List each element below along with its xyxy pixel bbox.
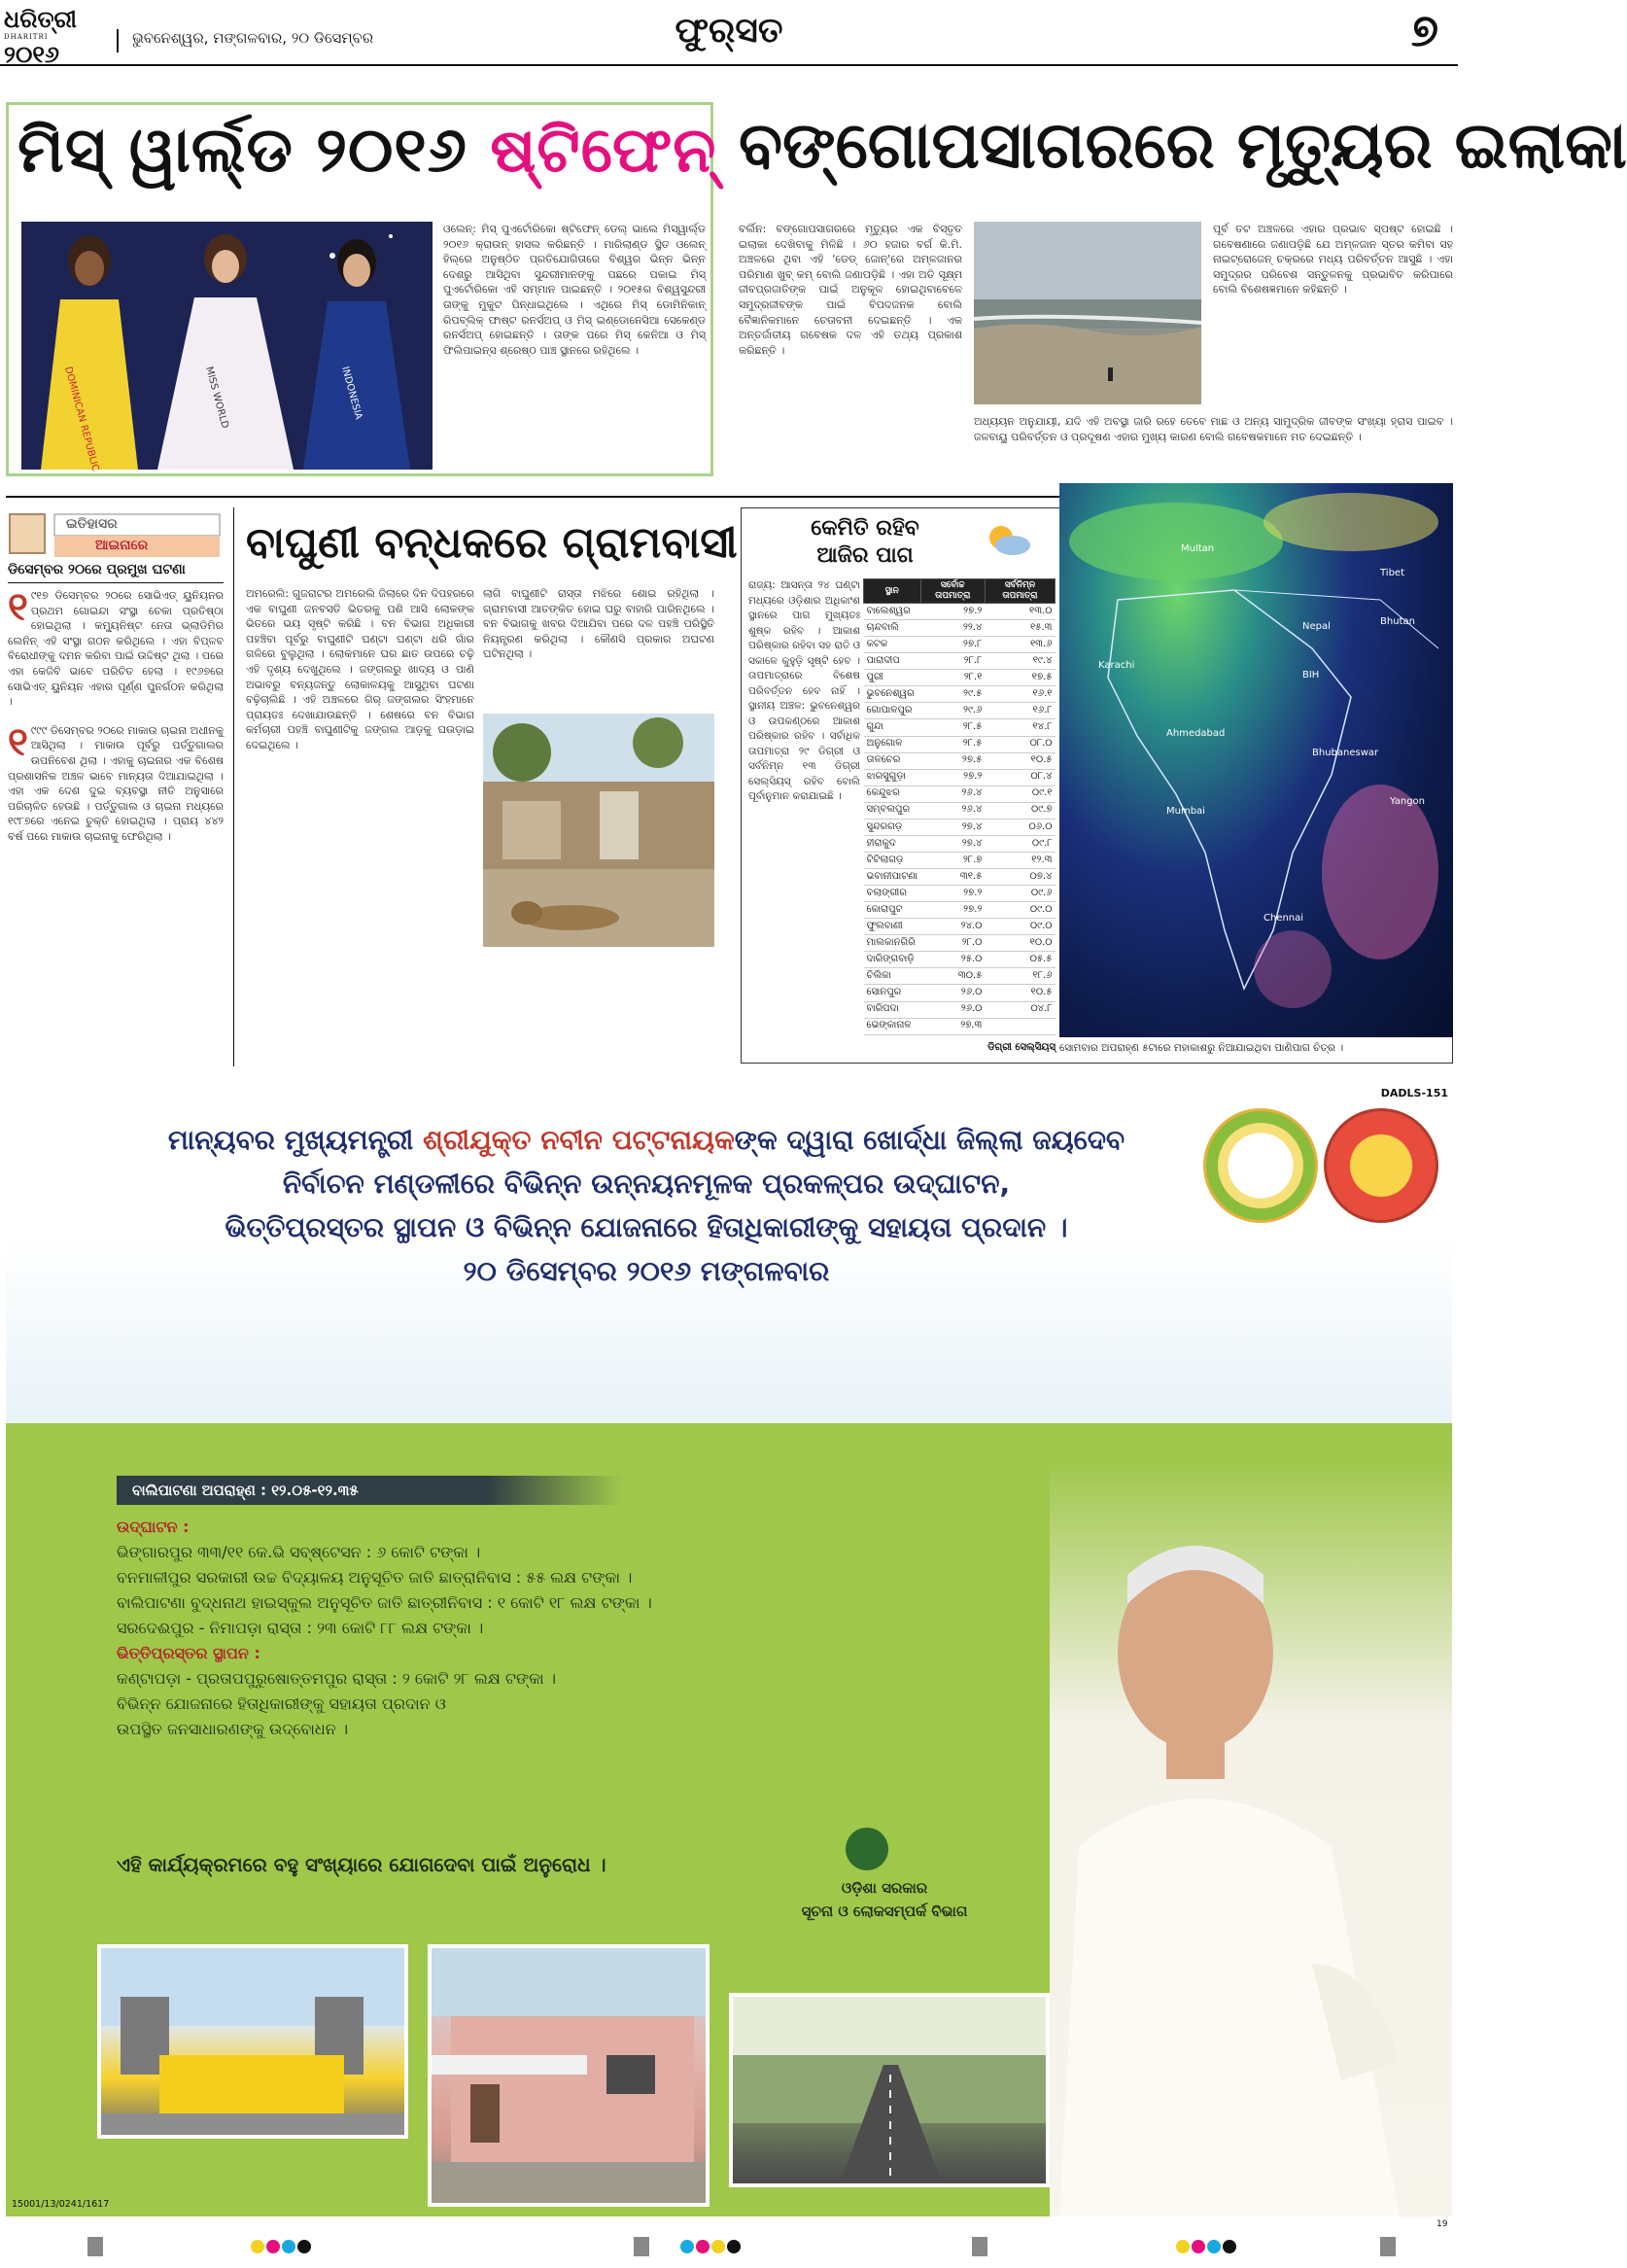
ad-govt-line2: ସୂଚନା ଓ ଲୋକସମ୍ପର୍କ ବିଭାଗ <box>801 1902 968 1920</box>
temp-cell-min: ୧୦.୦ <box>985 935 1055 952</box>
sash-center: MISS WORLD <box>203 365 230 430</box>
temperature-row <box>864 935 1056 952</box>
map-label: Karachi <box>1098 660 1135 671</box>
temperature-row <box>864 703 1056 719</box>
temp-cell-min: ୧୨.୩ <box>985 852 1055 868</box>
temp-cell-min: ୧୫.୩ <box>985 620 1055 637</box>
history-badge <box>8 510 224 559</box>
temp-cell-place: ବଲାଙ୍ଗୀର <box>864 886 921 902</box>
temperature-row <box>864 902 1056 919</box>
print-marks <box>0 2219 1458 2268</box>
lion-story-col2: ଲାଗି ବାଘୁଣୀଟି ରାସ୍ତା ମଝିରେ ଶୋଇ ରହିଥିଲା । ଗ୍ରାମବାସୀ ଆତଙ୍କିତ ହୋଇ ଘରୁ ବାହାରି ପାରିନଥିଲେ । ବନ ବିଭାଗକୁ ଖବର ଦିଆଯିବା ପରେ ଦଳ ପହଞ୍ଚି ପରିସ୍ଥିତି ନିୟନ୍ତ୍ରଣ କରିଥିଲା । କୌଣସି ପ୍ରକାର ଅଘଟଣ ଘଟିନଥିଲା । <box>483 587 714 661</box>
temp-cell-min: ୦୪.୮ <box>985 1001 1055 1018</box>
temp-cell-max: ୨୬.୦ <box>920 1001 985 1018</box>
temp-cell-min: ୦୯.୧ <box>985 785 1055 802</box>
hostel-photo <box>428 1944 710 2207</box>
temp-cell-max: ୨୭.୨ <box>920 604 985 620</box>
temp-cell-min: ୧୩.୬ <box>985 637 1055 653</box>
dateline: ଭୁବନେଶ୍ୱର, ମଙ୍ଗଳବାର, ୨୦ ଡିସେମ୍ବର <box>117 29 428 52</box>
map-label: Yangon <box>1390 796 1426 807</box>
temperature-row <box>864 736 1056 752</box>
temp-cell-min: ୧୮.୬ <box>985 968 1055 985</box>
temp-cell-min: ୦୯.୦ <box>985 919 1055 935</box>
temp-cell-max: ୨୪.୦ <box>920 919 985 935</box>
chief-minister-portrait <box>1050 1458 1452 2216</box>
temp-col-place: ସ୍ଥାନ <box>864 579 921 604</box>
miss-world-body: ଓଲେନ୍: ମିସ୍ ପୁଏର୍ଟୋରିକୋ ଷ୍ଟିଫେନ୍ ଡେଲ୍ ଭାଲେ ମିସ୍ୱାର୍ଲ୍ଡ ୨୦୧୬ କ୍ରାଉନ୍ ହାସଲ କରିଛନ୍ତି । ମାରିଲାଣ୍ଡ ସ୍ଥିତ ଓଲେନ୍ ହିଲ୍‌ରେ ଅନୁଷ୍ଠିତ ପ୍ରତିଯୋଗିତାରେ ବିଶ୍ୱର ଭିନ୍ନ ଭିନ୍ନ ଦେଶରୁ ଆସିଥିବା ସୁନ୍ଦରୀମାନଙ୍କୁ ପଛରେ ପକାଇ ମିସ୍ ପୁଏର୍ଟୋରିକୋ ଏହି ସମ୍ମାନ ପାଇଛନ୍ତି । ୨୦୧୫ର ବିଶ୍ୱସୁନ୍ଦରୀ ତାଙ୍କୁ ମୁକୁଟ ପିନ୍ଧାଇଥିଲେ । ଏଥିରେ ମିସ୍ ଡୋମିନିକାନ୍ ରିପବ୍ଲିକ୍ ଫାଷ୍ଟ ରନର୍ସଅପ୍ ଓ ମିସ୍ ଇଣ୍ଡୋନେସିଆ ସେକେଣ୍ଡ ରନର୍ସଅପ୍ ହୋଇଛନ୍ତି । ତାଙ୍କ ପରେ ମିସ୍ କେନିଆ ଓ ମିସ୍ ଫିଲିପାଇନ୍ସ ଶ୍ରେଷ୍ଠ ପାଞ୍ଚ ସ୍ଥାନରେ ରହିଥିଲେ । <box>443 223 706 357</box>
temp-cell-max: ୨୯.୫ <box>920 686 985 703</box>
temp-col-max: ସର୍ବୋଚ୍ଚ ତାପମାତ୍ରା <box>920 579 985 604</box>
ad-headline-1a: ମାନ୍ୟବର ମୁଖ୍ୟମନ୍ତ୍ରୀ <box>167 1124 423 1156</box>
temp-cell-place: ସୋନପୁର <box>864 985 921 1001</box>
temperature-rows <box>864 604 1056 1035</box>
column-rule <box>233 507 234 1066</box>
section-title: ଫୁର୍‌ସତ <box>675 10 783 51</box>
temp-cell-max: ୨୭.୫ <box>920 752 985 769</box>
gray-swatch <box>634 2237 649 2256</box>
ad-headline-1c: ଙ୍କ ଦ୍ୱାରା ଖୋର୍ଦ୍ଧା ଜିଲ୍ଲା ଜୟଦେବ <box>734 1124 1125 1156</box>
temperature-row <box>864 604 1056 620</box>
lion-story-col1: ଅମରେଲି: ଗୁଜରାଟର ଅମରେଲି ଜିଲାରେ ଦିନ ଦିପହରରେ ଏକ ବାଘୁଣୀ ଜନବସତି ଭିତରକୁ ପଶି ଆସି ଲୋକଙ୍କ ଭିତରେ ଭୟ ସୃଷ୍ଟି କରିଛି । ବନ ବିଭାଗ ଅଧିକାରୀ ପହଞ୍ଚିବା ପୂର୍ବରୁ ବାଘୁଣୀଟି ଘଣ୍ଟା ଘଣ୍ଟା ଧରି ଗାଁର ଗଳିରେ ବୁଲୁଥିଲା । ଲୋକମାନେ ଘର ଛାତ ଉପରେ ଚଢ଼ି ଏହି ଦୃଶ୍ୟ ଦେଖୁଥିଲେ । ଜଙ୍ଗଲରୁ ଖାଦ୍ୟ ଓ ପାଣି ଅଭାବରୁ ବନ୍ୟଜନ୍ତୁ ଲୋକାଳୟକୁ ଆସୁଥିବା ଘଟଣା ବଢ଼ିଚାଲିଛି । ଏହି ଅଞ୍ଚଳରେ ଗିର୍ ଜଙ୍ଗଲର ସିଂହମାନେ ପ୍ରାୟତଃ ଦେଖାଯାଉଛନ୍ତି । ଶେଷରେ ବନ ବିଭାଗ କର୍ମଚାରୀ ପହଞ୍ଚି ବାଘୁଣୀଟିକୁ ଜଙ୍ଗଲ ଆଡ଼କୁ ଘଉଡ଼ାଇ ଦେଇଥିଲେ । <box>246 587 474 751</box>
bay-of-bengal-bottom: ଅଧ୍ୟୟନ ଅନୁଯାୟୀ, ଯଦି ଏହି ଅବସ୍ଥା ଜାରି ରହେ ତେବେ ମାଛ ଓ ଅନ୍ୟ ସାମୁଦ୍ରିକ ଜୀବଙ୍କ ସଂଖ୍ୟା ହ୍ରାସ ପାଇବ । ଜଳବାୟୁ ପରିବର୍ତ୍ତନ ଓ ପ୍ରଦୂଷଣ ଏହାର ମୁଖ୍ୟ କାରଣ ବୋଲି ଗବେଷକମାନେ ମତ ଦେଇଛନ୍ତି । <box>974 415 1453 443</box>
temp-cell-place: ସୁନ୍ଦରଗଡ଼ <box>864 819 921 835</box>
portrait-art <box>1050 1458 1452 2216</box>
temp-cell-min: ୦୮.୪ <box>985 769 1055 785</box>
map-label: Bhubaneswar <box>1312 748 1379 758</box>
temp-cell-place: ଚାନ୍ଦବାଲି <box>864 620 921 637</box>
temp-cell-place: ପୁରୀ <box>864 670 921 686</box>
temp-cell-place: ଗୁନ୍ଦା <box>864 719 921 736</box>
temp-cell-place: ଗୋପାଳପୁର <box>864 703 921 719</box>
weather-title-line2: ଆଜିର ପାଗ <box>816 543 914 568</box>
temp-cell-place: କୋରାପୁଟ <box>864 902 921 919</box>
history-para-1 <box>8 585 224 710</box>
ad-program-list <box>117 1515 875 1816</box>
temp-cell-place: ମାଲକାନଗିରି <box>864 935 921 952</box>
temp-cell-max: ୨୭.୨ <box>920 886 985 902</box>
temperature-row <box>864 670 1056 686</box>
ad-time-bar-fade <box>486 1476 622 1505</box>
ad-section-foundation: ଭିତ୍ତିପ୍ରସ୍ତର ସ୍ଥାପନ : <box>117 1644 260 1662</box>
odisha-day-logo <box>1324 1108 1438 1223</box>
color-registration-marks <box>680 2239 743 2254</box>
temp-cell-max: ୨୯.୬ <box>920 703 985 719</box>
gray-swatch <box>87 2237 103 2256</box>
temperature-row <box>864 919 1056 935</box>
ad-item-3: ବାଲିପାଟଣା ବୁଦ୍ଧନାଥ ହାଇସ୍କୁଲ ଅନୁସୂଚିତ ଜାତି ଛାତ୍ରୀନିବାସ : ୧ କୋଟି ୧୮ ଲକ୍ଷ ଟଙ୍କା । <box>117 1593 652 1612</box>
temp-cell-place: ତାଳଚେର <box>864 752 921 769</box>
temperature-row <box>864 769 1056 785</box>
beach-photo <box>974 222 1201 404</box>
temp-cell-place: ବାଲେଶ୍ୱର <box>864 604 921 620</box>
temperature-row <box>864 637 1056 653</box>
history-body <box>8 585 224 1069</box>
temperature-row <box>864 952 1056 968</box>
weather-title <box>748 515 982 574</box>
temp-cell-place: କେନ୍ଦୁଝର <box>864 785 921 802</box>
temperature-row <box>864 802 1056 819</box>
ad-item-4: ସରଦେଈପୁର - ନିମାପଡ଼ା ରାସ୍ତା : ୨୩ କୋଟି ୮୮ ଲକ୍ଷ ଟଙ୍କା । <box>117 1619 484 1637</box>
temp-cell-max: ୩୧.୫ <box>920 869 985 886</box>
temp-cell-min: ୦୬.୦ <box>985 819 1055 835</box>
page-number: ୭ <box>1410 4 1439 56</box>
temp-cell-min: ୧୬.୧ <box>985 686 1055 703</box>
temp-cell-place: ଦାରିଙ୍ଗବାଡ଼ି <box>864 952 921 968</box>
temp-cell-min <box>985 1018 1055 1034</box>
miss-world-photo-art <box>21 222 433 473</box>
history-para-2 <box>8 719 224 845</box>
temp-cell-place: ହୀରାକୁଦ <box>864 835 921 852</box>
gray-swatch <box>1380 2237 1396 2256</box>
map-label: Nepal <box>1302 621 1331 632</box>
ad-reference: 15001/13/0241/1617 <box>12 2199 110 2210</box>
temp-cell-place: ଭେଙ୍କାନାଳ <box>864 1018 921 1034</box>
temp-cell-place: ଫୁଲବାଣୀ <box>864 919 921 935</box>
sash-left: DOMINICAN REPUBLIC <box>62 365 101 473</box>
temp-cell-max: ୨୮.୧ <box>920 670 985 686</box>
lion-story-headline: ବାଘୁଣୀ ବନ୍ଧକରେ ଗ୍ରାମବାସୀ <box>246 518 738 568</box>
history-badge-top: ଇତିହାସର <box>66 516 118 532</box>
temp-cell-min: ୧୦.୫ <box>985 752 1055 769</box>
temp-cell-min: ୦୯.୬ <box>985 886 1055 902</box>
temperature-row <box>864 968 1056 985</box>
temperature-row <box>864 985 1056 1001</box>
temp-cell-max: ୨୨.୪ <box>920 620 985 637</box>
temperature-row <box>864 752 1056 769</box>
newspaper-logo <box>4 5 109 68</box>
ad-appeal: ଏହି କାର୍ଯ୍ୟକ୍ରମରେ ବହୁ ସଂଖ୍ୟାରେ ଯୋଗଦେବା ପାଇଁ ଅନୁରୋଧ । <box>117 1853 606 1876</box>
history-badge-bottom: ଆଇନାରେ <box>95 538 149 553</box>
temperature-row <box>864 852 1056 868</box>
temperature-row <box>864 869 1056 886</box>
ad-headline <box>97 1118 1195 1322</box>
miss-world-title-name: ଷ୍ଟିଫେନ୍ <box>490 115 717 187</box>
map-label: Bhutan <box>1380 616 1415 627</box>
temp-cell-max: ୩୦.୫ <box>920 968 985 985</box>
temp-cell-place: ଭୁବନେଶ୍ୱର <box>864 686 921 703</box>
brand-year: ୨୦୧୬ <box>4 40 59 68</box>
temp-cell-min: ୧୯.୪ <box>985 653 1055 670</box>
history-heading: ଡିସେମ୍ବର ୨୦ରେ ପ୍ରମୁଖ ଘଟଣା <box>8 562 224 583</box>
map-label: Tibet <box>1380 568 1404 578</box>
history-para-1-text: ୯୧୭ ଡିସେମ୍ବର ୨୦ରେ ସୋଭିଏତ୍ ୟୁନିୟନର ପ୍ରଥମ ଗୋଇନ୍ଦା ସଂସ୍ଥା ଚେକା ପ୍ରତିଷ୍ଠା ହୋଇଥିଲା । କମ୍ୟୁନିଷ୍ଟ ନେତା ଭ୍ଲାଡିମିର ଲେନିନ୍ ଏହି ସଂସ୍ଥା ଗଠନ କରିଥିଲେ । ଏହା ବିପ୍ଳବ ବିରୋଧୀଙ୍କୁ ଦମନ କରିବା ପାଇଁ ଉଦ୍ଦିଷ୍ଟ ଥିଲା । ପରେ ଏହା କେଜିବି ଭାବେ ପରିଚିତ ହେଲା । ୧୯୬୭ରେ ସୋଭିଏତ୍ ୟୁନିୟନ ଏହାର ପୂର୍ଣ୍ଣ ପୁନର୍ଗଠନ କରିଥିଲା । <box>8 589 224 709</box>
color-registration-marks <box>251 2239 313 2254</box>
temp-col-min: ସର୍ବନିମ୍ନ ତାପମାତ୍ରା <box>985 579 1055 604</box>
map-label: Mumbai <box>1166 806 1205 817</box>
bay-of-bengal-col1: ବର୍ଲିନ: ବଙ୍ଗୋପସାଗରରେ ମୃତ୍ୟୁର ଏକ ବିସ୍ତୃତ ଇଲାକା ଦେଖିବାକୁ ମିଳିଛି । ୬୦ ହଜାର ବର୍ଗ କି.ମି. ଅଞ୍ଚଳରେ ଥିବା ଏହି 'ଡେଡ୍ ଜୋନ୍'ରେ ଅମ୍ଳଜାନର ପରିମାଣ ଖୁବ୍ କମ୍ ବୋଲି ଜଣାପଡ଼ିଛି । ଏହା ଅତି ସୂକ୍ଷ୍ମ ଜୀବପ୍ରଜାତିଙ୍କ ପାଇଁ ଅନୁକୂଳ ହୋଇଥିବାବେଳେ ସମୁଦ୍ରଜୀବଙ୍କ ପାଇଁ ବିପଦଜନକ ବୋଲି ବୈଜ୍ଞାନିକମାନେ ଚେତାବନୀ ଦେଇଛନ୍ତି । ଏକ ଅନ୍ତର୍ଜାତୀୟ ଗବେଷକ ଦଳ ଏହି ତଥ୍ୟ ପ୍ରକାଶ କରିଛନ୍ତି । <box>739 223 962 357</box>
temp-cell-min: ୧୬.୮ <box>985 703 1055 719</box>
temperature-row <box>864 1018 1056 1034</box>
temp-cell-place: ଚିଲିକା <box>864 968 921 985</box>
temp-cell-min: ୦୯.୮ <box>985 835 1055 852</box>
history-para-2-text: ୯୯୯ ଡିସେମ୍ବର ୨୦ରେ ମାକାଉ ଚାଇନା ଅଧୀନକୁ ଆସିଥିଲା । ମାକାଉ ପୂର୍ବରୁ ପର୍ତ୍ତୁଗାଲର ଉପନିବେଶ ଥିଲା । ଏହାକୁ ଚାଇନାର ଏକ ବିଶେଷ ପ୍ରଶାସନିକ ଅଞ୍ଚଳ ଭାବେ ମାନ୍ୟତା ଦିଆଯାଇଥିଲା । ଏହା ଏକ ଦେଶ ଦୁଇ ବ୍ୟବସ୍ଥା ନୀତି ଅନୁସାରେ ପରିଚାଳିତ ହେଉଛି । ପର୍ତ୍ତୁଗାଲ ଓ ଚାଇନା ମଧ୍ୟରେ ୧୯୮୭ରେ ଏନେଇ ଚୁକ୍ତି ହୋଇଥିଲା । ପ୍ରାୟ ୪୪୨ ବର୍ଷ ପରେ ମାକାଉ ଚାଇନାକୁ ଫେରିଥିଲା । <box>8 723 224 843</box>
ad-headline-1b: ଶ୍ରୀଯୁକ୍ତ ନବୀନ ପଟ୍ଟନାୟକ <box>423 1124 735 1156</box>
temp-cell-max: ୨୭.୩ <box>920 1018 985 1034</box>
map-label: Multan <box>1181 543 1215 554</box>
temp-cell-min: ୦୯.୦ <box>985 902 1055 919</box>
temp-cell-max: ୨୮.୫ <box>920 719 985 736</box>
history-dropcap-1: ୧ <box>8 585 28 630</box>
ad-section-inauguration: ଉଦ୍‌ଘାଟନ : <box>117 1518 190 1536</box>
ad-item-2: ବନମାଳୀପୁର ସରକାରୀ ଉଚ୍ଚ ବିଦ୍ୟାଳୟ ଅନୁସୂଚିତ ଜାତି ଛାତ୍ରାନିବାସ : ୫୫ ଲକ୍ଷ ଟଙ୍କା । <box>117 1568 633 1587</box>
temp-cell-min: ୦୯.୭ <box>985 802 1055 819</box>
temp-cell-max: ୨୬.୦ <box>920 985 985 1001</box>
temp-cell-max: ୨୮.୮ <box>920 653 985 670</box>
temperature-row <box>864 620 1056 637</box>
ad-headline-line1 <box>97 1118 1195 1162</box>
ad-item-7: ଉପସ୍ଥିତ ଜନସାଧାରଣଙ୍କୁ ଉଦ୍‌ବୋଧନ । <box>117 1720 349 1738</box>
temp-cell-min: ୦୭.୪ <box>985 869 1055 886</box>
temp-cell-min: ୦୮.୦ <box>985 736 1055 752</box>
miss-world-title-prefix: ମିସ୍ ୱାର୍ଲ୍ଡ ୨୦୧୬ <box>17 115 467 187</box>
temp-cell-min: ୧୦.୫ <box>985 985 1055 1001</box>
ad-item-5: କଣ୍ଟାପଡ଼ା - ପ୍ରତାପପୁରୁଷୋତ୍ତମପୁର ରାସ୍ତା : ୨ କୋଟି ୨୮ ଲକ୍ଷ ଟଙ୍କା । <box>117 1669 556 1688</box>
temperature-row <box>864 653 1056 670</box>
temp-cell-max: ୨୮.୭ <box>920 852 985 868</box>
odisha-emblem-icon <box>846 1828 888 1870</box>
temp-cell-max: ୨୭.୨ <box>920 769 985 785</box>
temperature-unit: ଡିଗ୍ରୀ ସେଲ୍‌ସିୟସ୍ <box>987 1042 1056 1053</box>
biju-seal-logo <box>1203 1108 1318 1223</box>
road-photo <box>729 1993 1050 2187</box>
bay-of-bengal-headline: ବଙ୍ଗୋପସାଗରରେ ମୃତ୍ୟୁର ଇଲାକା <box>739 108 1627 183</box>
temp-cell-max: ୨୫.୦ <box>920 952 985 968</box>
ad-item-1: ଭିଙ୍ଗାରପୁର ୩୩/୧୧ କେ.ଭି ସବ୍‌ଷ୍ଟେସନ : ୬ କୋଟି ଟଙ୍କା । <box>117 1543 481 1561</box>
temp-cell-place: ପାରାଦୀପ <box>864 653 921 670</box>
temp-cell-max: ୨୭.୪ <box>920 835 985 852</box>
miss-world-photo <box>21 222 433 473</box>
ad-time-bar: ବାଲିପାଟଣା ଅପରାହ୍ଣ : ୧୨.୦୫-୧୨.୩୫ <box>117 1476 486 1505</box>
temp-cell-max: ୨୮.୫ <box>920 736 985 752</box>
map-label: Ahmedabad <box>1166 728 1226 739</box>
map-label: Chennai <box>1264 913 1304 924</box>
temp-cell-place: ଅନୁଗୋଳ <box>864 736 921 752</box>
substation-photo <box>97 1944 408 2139</box>
temp-cell-min: ୦୫.୫ <box>985 952 1055 968</box>
ad-code: DADLS-151 <box>1380 1087 1448 1099</box>
temperature-row <box>864 886 1056 902</box>
satellite-caption: ସୋମବାର ଅପରାହ୍ଣ ୫ଟାରେ ମହାକାଶରୁ ନିଆଯାଇଥିବା ପାଣିପାଗ ଚିତ୍ର । <box>1059 1042 1344 1054</box>
ad-govt-line1: ଓଡ଼ିଶା ସରକାର <box>841 1879 928 1897</box>
map-label: BIH <box>1302 670 1320 680</box>
brand-name: ଧରିତ୍ରୀ <box>4 5 77 33</box>
ad-headline-line3: ଭିତ୍ତିପ୍ରସ୍ତର ସ୍ଥାପନ ଓ ବିଭିନ୍ନ ଯୋଜନାରେ ହିତାଧିକାରୀଙ୍କୁ ସହାୟତା ପ୍ରଦାନ । <box>225 1211 1068 1243</box>
temp-cell-place: ଝାରସୁଗୁଡ଼ା <box>864 769 921 785</box>
weather-title-line1: କେମିତି ରହିବ <box>811 516 919 541</box>
satellite-map <box>1059 483 1453 1037</box>
temp-cell-max: ୨୮.୦ <box>920 935 985 952</box>
temp-cell-max: ୨୬.୪ <box>920 785 985 802</box>
temperature-row <box>864 835 1056 852</box>
sun-cloud-icon <box>982 520 1032 559</box>
folio-number: 19 <box>1437 2219 1448 2229</box>
temperature-row <box>864 686 1056 703</box>
ad-item-6: ବିଭିନ୍ନ ଯୋଜନାରେ ହିତାଧିକାରୀଙ୍କୁ ସହାୟତା ପ୍ରଦାନ ଓ <box>117 1694 446 1713</box>
ad-headline-line2: ନିର୍ବାଚନ ମଣ୍ଡଳୀରେ ବିଭିନ୍ନ ଉନ୍ନୟନମୂଳକ ପ୍ରକଳ୍ପର ଉଦ୍‌ଘାଟନ, <box>282 1168 1011 1200</box>
temperature-row <box>864 819 1056 835</box>
ad-headline-line4: ୨୦ ଡିସେମ୍ବର ୨୦୧୬ ମଙ୍ଗଳବାର <box>463 1255 830 1287</box>
satellite-map-art <box>1059 483 1453 1037</box>
temp-cell-place: ବାରିପଦା <box>864 1001 921 1018</box>
temp-cell-place: ଟିଟିଲାଗଡ଼ <box>864 852 921 868</box>
lion-photo-art <box>483 714 714 947</box>
history-dropcap-2: ୧ <box>8 719 28 765</box>
temperature-table <box>863 578 1056 1035</box>
sash-right: INDONESIA <box>339 365 364 421</box>
ad-issuer <box>739 1876 1030 1935</box>
temp-cell-place: କଟକ <box>864 637 921 653</box>
temp-cell-min: ୧୩.୦ <box>985 604 1055 620</box>
temp-cell-max: ୨୭.୮ <box>920 637 985 653</box>
bay-of-bengal-col3: ପୂର୍ବ ତଟ ଅଞ୍ଚଳରେ ଏହାର ପ୍ରଭାବ ସ୍ପଷ୍ଟ ହୋଇଛି । ଗବେଷଣାରେ ଜଣାପଡ଼ିଛି ଯେ ଅମ୍ଳଜାନ ସ୍ତର କମିବା ସହ ନାଇଟ୍ରୋଜେନ୍ ଚକ୍ରରେ ମଧ୍ୟ ପରିବର୍ତ୍ତନ ଆସୁଛି । ଏହା ସମୁଦ୍ରର ପରିବେଶ ସନ୍ତୁଳନକୁ ପ୍ରଭାବିତ କରିପାରେ ବୋଲି ବିଶେଷଜ୍ଞମାନେ କହିଛନ୍ତି । <box>1213 223 1453 297</box>
temperature-row <box>864 719 1056 736</box>
temp-cell-max: ୨୭.୪ <box>920 819 985 835</box>
temperature-row <box>864 785 1056 802</box>
brand-tag: DHARITRI <box>4 33 49 41</box>
temp-cell-min: ୧୭.୫ <box>985 670 1055 686</box>
weather-forecast-text: ରାଜ୍ୟ: ଆସନ୍ତା ୨୪ ଘଣ୍ଟା ମଧ୍ୟରେ ଓଡ଼ିଶାର ଅଧିକାଂଶ ସ୍ଥାନରେ ପାଗ ମୁଖ୍ୟତଃ ଶୁଷ୍କ ରହିବ । ଆକାଶ ପରିଷ୍କାର ରହିବା ସହ ରାତି ଓ ସକାଳେ କୁହୁଡ଼ି ସୃଷ୍ଟି ହେବ । ତାପମାତ୍ରାରେ ବିଶେଷ ପରିବର୍ତ୍ତନ ହେବ ନାହିଁ । ସ୍ଥାନୀୟ ଅଞ୍ଚଳ: ଭୁବନେଶ୍ୱର ଓ ଉପକଣ୍ଠରେ ଆକାଶ ପରିଷ୍କାର ରହିବ । ସର୍ବାଧିକ ତାପମାତ୍ରା ୨୯ ଡିଗ୍ରୀ ଓ ସର୍ବନିମ୍ନ ୧୩ ଡିଗ୍ରୀ ସେଲ୍‌ସିୟସ୍ ରହିବ ବୋଲି ପୂର୍ବାନୁମାନ କରାଯାଇଛି । <box>748 579 860 802</box>
color-registration-marks <box>1176 2239 1238 2254</box>
temp-cell-place: ଭବାନୀପାଟଣା <box>864 869 921 886</box>
temp-cell-min: ୧୪.୮ <box>985 719 1055 736</box>
lion-photo <box>483 714 714 947</box>
miss-world-headline <box>17 110 717 192</box>
temp-cell-place: ସମ୍ବଲପୁର <box>864 802 921 819</box>
temp-cell-max: ୨୭.୨ <box>920 902 985 919</box>
temperature-row <box>864 1001 1056 1018</box>
temp-cell-max: ୨୬.୪ <box>920 802 985 819</box>
gray-swatch <box>972 2237 987 2256</box>
beach-photo-art <box>974 222 1201 404</box>
